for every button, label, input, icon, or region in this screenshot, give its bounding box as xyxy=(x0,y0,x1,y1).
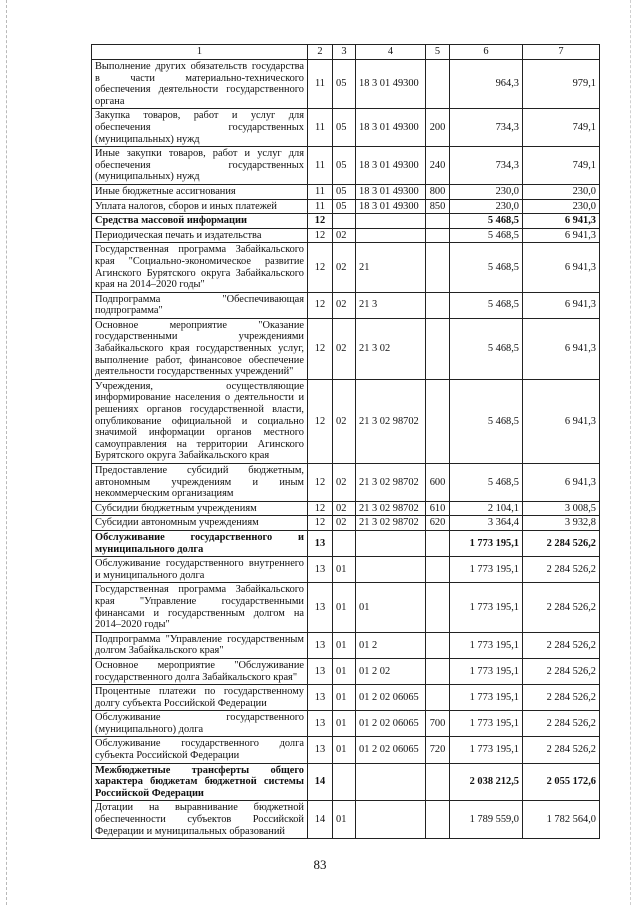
expense-type-cell xyxy=(426,243,450,292)
target-article-cell: 01 2 02 06065 xyxy=(356,711,426,737)
subsection-code-cell: 05 xyxy=(333,109,356,147)
amount-year2-cell: 2 284 526,2 xyxy=(523,658,600,684)
subsection-code-cell: 01 xyxy=(333,737,356,763)
page-number: 83 xyxy=(313,857,327,872)
target-article-cell: 01 xyxy=(356,583,426,632)
amount-year1-cell: 734,3 xyxy=(450,109,523,147)
target-article-cell: 21 3 02 98702 xyxy=(356,464,426,502)
subsection-code-cell: 01 xyxy=(333,557,356,583)
amount-year2-cell: 749,1 xyxy=(523,147,600,185)
amount-year2-cell: 2 284 526,2 xyxy=(523,632,600,658)
amount-year1-cell: 3 364,4 xyxy=(450,516,523,531)
item-name-cell: Основное мероприятие "Обслуживание государственного долга Забайкальского края" xyxy=(92,658,308,684)
subsection-code-cell: 01 xyxy=(333,632,356,658)
table-row xyxy=(92,379,600,463)
amount-year1-cell: 5 468,5 xyxy=(450,243,523,292)
amount-year2-cell: 3 008,5 xyxy=(523,501,600,516)
subsection-code-cell: 05 xyxy=(333,184,356,199)
section-code-cell: 11 xyxy=(308,60,333,109)
subsection-code-cell: 02 xyxy=(333,228,356,243)
amount-year1-cell: 5 468,5 xyxy=(450,464,523,502)
item-name-cell: Предоставление субсидий бюджетным, автономным учреждениям и иным некоммерческим организациям xyxy=(92,464,308,502)
target-article-cell xyxy=(356,557,426,583)
target-article-cell xyxy=(356,763,426,801)
item-name-cell: Периодическая печать и издательства xyxy=(92,228,308,243)
table-row xyxy=(92,292,600,318)
table-row xyxy=(92,583,600,632)
target-article-cell: 18 3 01 49300 xyxy=(356,147,426,185)
section-code-cell: 12 xyxy=(308,501,333,516)
scan-edge-left xyxy=(6,0,7,905)
amount-year2-cell: 1 782 564,0 xyxy=(523,801,600,839)
table-row xyxy=(92,557,600,583)
amount-year2-cell: 230,0 xyxy=(523,199,600,214)
target-article-cell: 18 3 01 49300 xyxy=(356,109,426,147)
section-code-cell: 12 xyxy=(308,318,333,379)
amount-year2-cell: 2 284 526,2 xyxy=(523,557,600,583)
section-code-cell: 11 xyxy=(308,147,333,185)
budget-table-body xyxy=(92,45,600,839)
expense-type-cell xyxy=(426,292,450,318)
expense-type-cell: 240 xyxy=(426,147,450,185)
table-row xyxy=(92,109,600,147)
section-code-cell: 12 xyxy=(308,243,333,292)
amount-year2-cell: 2 284 526,2 xyxy=(523,685,600,711)
target-article-cell xyxy=(356,214,426,229)
subsection-code-cell: 01 xyxy=(333,711,356,737)
amount-year1-cell: 734,3 xyxy=(450,147,523,185)
section-code-cell: 11 xyxy=(308,184,333,199)
table-row xyxy=(92,184,600,199)
amount-year1-cell: 1 773 195,1 xyxy=(450,737,523,763)
expense-type-cell xyxy=(426,583,450,632)
header-cell: 3 xyxy=(333,45,356,60)
expense-type-cell: 610 xyxy=(426,501,450,516)
amount-year2-cell: 2 284 526,2 xyxy=(523,737,600,763)
expense-type-cell xyxy=(426,228,450,243)
target-article-cell xyxy=(356,801,426,839)
item-name-cell: Процентные платежи по государственному долгу субъекта Российской Федерации xyxy=(92,685,308,711)
item-name-cell: Иные бюджетные ассигнования xyxy=(92,184,308,199)
table-header-row xyxy=(92,45,600,60)
target-article-cell xyxy=(356,530,426,556)
item-name-cell: Субсидии автономным учреждениям xyxy=(92,516,308,531)
amount-year2-cell: 3 932,8 xyxy=(523,516,600,531)
table-row xyxy=(92,147,600,185)
amount-year2-cell: 6 941,3 xyxy=(523,243,600,292)
expense-type-cell xyxy=(426,318,450,379)
item-name-cell: Подпрограмма "Обеспечивающая подпрограмма" xyxy=(92,292,308,318)
section-code-cell: 11 xyxy=(308,199,333,214)
amount-year1-cell: 2 104,1 xyxy=(450,501,523,516)
amount-year2-cell: 6 941,3 xyxy=(523,292,600,318)
section-code-cell: 12 xyxy=(308,516,333,531)
item-name-cell: Обслуживание государственного и муниципального долга xyxy=(92,530,308,556)
item-name-cell: Межбюджетные трансферты общего характера бюджетам бюджетной системы Российской Федерации xyxy=(92,763,308,801)
expense-type-cell xyxy=(426,763,450,801)
amount-year2-cell: 749,1 xyxy=(523,109,600,147)
target-article-cell: 21 xyxy=(356,243,426,292)
header-cell: 2 xyxy=(308,45,333,60)
expense-type-cell xyxy=(426,685,450,711)
expense-type-cell xyxy=(426,801,450,839)
amount-year1-cell: 230,0 xyxy=(450,184,523,199)
section-code-cell: 13 xyxy=(308,685,333,711)
amount-year1-cell: 2 038 212,5 xyxy=(450,763,523,801)
amount-year1-cell: 5 468,5 xyxy=(450,214,523,229)
table-row xyxy=(92,516,600,531)
budget-table xyxy=(91,44,600,839)
item-name-cell: Уплата налогов, сборов и иных платежей xyxy=(92,199,308,214)
subsection-code-cell: 02 xyxy=(333,292,356,318)
subsection-code-cell: 02 xyxy=(333,464,356,502)
expense-type-cell xyxy=(426,379,450,463)
section-code-cell: 14 xyxy=(308,763,333,801)
header-cell: 4 xyxy=(356,45,426,60)
scan-edge-right xyxy=(630,0,631,905)
expense-type-cell xyxy=(426,214,450,229)
amount-year1-cell: 5 468,5 xyxy=(450,318,523,379)
target-article-cell: 21 3 xyxy=(356,292,426,318)
subsection-code-cell: 02 xyxy=(333,379,356,463)
amount-year1-cell: 964,3 xyxy=(450,60,523,109)
expense-type-cell: 720 xyxy=(426,737,450,763)
amount-year2-cell: 2 284 526,2 xyxy=(523,583,600,632)
table-row xyxy=(92,685,600,711)
expense-type-cell: 700 xyxy=(426,711,450,737)
section-code-cell: 12 xyxy=(308,292,333,318)
section-code-cell: 13 xyxy=(308,557,333,583)
item-name-cell: Обслуживание государственного внутреннего и муниципального долга xyxy=(92,557,308,583)
amount-year1-cell: 1 773 195,1 xyxy=(450,557,523,583)
section-code-cell: 13 xyxy=(308,632,333,658)
expense-type-cell xyxy=(426,632,450,658)
target-article-cell: 21 3 02 xyxy=(356,318,426,379)
amount-year2-cell: 2 055 172,6 xyxy=(523,763,600,801)
amount-year2-cell: 6 941,3 xyxy=(523,228,600,243)
table-row xyxy=(92,763,600,801)
table-row xyxy=(92,801,600,839)
expense-type-cell xyxy=(426,60,450,109)
item-name-cell: Государственная программа Забайкальского края "Социально-экономическое развитие Агинского Бурятского округа Забайкальского края на 2014–2020 годы" xyxy=(92,243,308,292)
amount-year1-cell: 1 789 559,0 xyxy=(450,801,523,839)
amount-year2-cell: 6 941,3 xyxy=(523,318,600,379)
target-article-cell: 21 3 02 98702 xyxy=(356,379,426,463)
target-article-cell: 18 3 01 49300 xyxy=(356,199,426,214)
table-row xyxy=(92,711,600,737)
header-cell: 6 xyxy=(450,45,523,60)
expense-type-cell: 600 xyxy=(426,464,450,502)
expense-type-cell: 620 xyxy=(426,516,450,531)
target-article-cell xyxy=(356,228,426,243)
amount-year1-cell: 5 468,5 xyxy=(450,379,523,463)
section-code-cell: 13 xyxy=(308,737,333,763)
subsection-code-cell xyxy=(333,763,356,801)
section-code-cell: 13 xyxy=(308,711,333,737)
subsection-code-cell: 01 xyxy=(333,685,356,711)
item-name-cell: Иные закупки товаров, работ и услуг для обеспечения государственных (муниципальных) нужд xyxy=(92,147,308,185)
item-name-cell: Закупка товаров, работ и услуг для обеспечения государственных (муниципальных) нужд xyxy=(92,109,308,147)
subsection-code-cell: 02 xyxy=(333,243,356,292)
target-article-cell: 01 2 02 06065 xyxy=(356,685,426,711)
header-cell: 1 xyxy=(92,45,308,60)
subsection-code-cell xyxy=(333,530,356,556)
amount-year1-cell: 1 773 195,1 xyxy=(450,658,523,684)
amount-year1-cell: 5 468,5 xyxy=(450,292,523,318)
target-article-cell: 18 3 01 49300 xyxy=(356,184,426,199)
target-article-cell: 01 2 xyxy=(356,632,426,658)
section-code-cell: 13 xyxy=(308,530,333,556)
subsection-code-cell: 02 xyxy=(333,501,356,516)
subsection-code-cell xyxy=(333,214,356,229)
item-name-cell: Основное мероприятие "Оказание государственными учреждениями Забайкальского края государственных услуг, выполнение работ, финансовое обеспечение деятельности государственных учреждений" xyxy=(92,318,308,379)
amount-year2-cell: 2 284 526,2 xyxy=(523,711,600,737)
amount-year2-cell: 6 941,3 xyxy=(523,214,600,229)
subsection-code-cell: 05 xyxy=(333,60,356,109)
expense-type-cell xyxy=(426,557,450,583)
amount-year2-cell: 6 941,3 xyxy=(523,464,600,502)
item-name-cell: Дотации на выравнивание бюджетной обеспеченности субъектов Российской Федерации и муниципальных образований xyxy=(92,801,308,839)
subsection-code-cell: 01 xyxy=(333,658,356,684)
header-cell: 7 xyxy=(523,45,600,60)
table-row xyxy=(92,632,600,658)
table-row xyxy=(92,318,600,379)
expense-type-cell: 850 xyxy=(426,199,450,214)
item-name-cell: Подпрограмма "Управление государственным долгом Забайкальского края" xyxy=(92,632,308,658)
table-row xyxy=(92,214,600,229)
section-code-cell: 12 xyxy=(308,214,333,229)
table-row xyxy=(92,199,600,214)
amount-year2-cell: 979,1 xyxy=(523,60,600,109)
table-row xyxy=(92,737,600,763)
item-name-cell: Обслуживание государственного (муниципального) долга xyxy=(92,711,308,737)
expense-type-cell: 200 xyxy=(426,109,450,147)
amount-year2-cell: 230,0 xyxy=(523,184,600,199)
section-code-cell: 11 xyxy=(308,109,333,147)
subsection-code-cell: 01 xyxy=(333,801,356,839)
amount-year1-cell: 5 468,5 xyxy=(450,228,523,243)
item-name-cell: Обслуживание государственного долга субъекта Российской Федерации xyxy=(92,737,308,763)
section-code-cell: 12 xyxy=(308,464,333,502)
expense-type-cell: 800 xyxy=(426,184,450,199)
amount-year1-cell: 1 773 195,1 xyxy=(450,583,523,632)
table-row xyxy=(92,464,600,502)
amount-year1-cell: 1 773 195,1 xyxy=(450,632,523,658)
amount-year1-cell: 1 773 195,1 xyxy=(450,711,523,737)
section-code-cell: 13 xyxy=(308,658,333,684)
target-article-cell: 01 2 02 xyxy=(356,658,426,684)
item-name-cell: Средства массовой информации xyxy=(92,214,308,229)
table-row xyxy=(92,658,600,684)
amount-year1-cell: 1 773 195,1 xyxy=(450,685,523,711)
subsection-code-cell: 01 xyxy=(333,583,356,632)
table-row xyxy=(92,243,600,292)
amount-year1-cell: 1 773 195,1 xyxy=(450,530,523,556)
section-code-cell: 14 xyxy=(308,801,333,839)
amount-year2-cell: 2 284 526,2 xyxy=(523,530,600,556)
table-row xyxy=(92,530,600,556)
target-article-cell: 18 3 01 49300 xyxy=(356,60,426,109)
expense-type-cell xyxy=(426,658,450,684)
item-name-cell: Субсидии бюджетным учреждениям xyxy=(92,501,308,516)
section-code-cell: 13 xyxy=(308,583,333,632)
subsection-code-cell: 05 xyxy=(333,147,356,185)
header-cell: 5 xyxy=(426,45,450,60)
target-article-cell: 01 2 02 06065 xyxy=(356,737,426,763)
amount-year2-cell: 6 941,3 xyxy=(523,379,600,463)
item-name-cell: Государственная программа Забайкальского края "Управление государственными финансами и государственным долгом на 2014–2020 годы" xyxy=(92,583,308,632)
target-article-cell: 21 3 02 98702 xyxy=(356,501,426,516)
table-row xyxy=(92,501,600,516)
subsection-code-cell: 05 xyxy=(333,199,356,214)
table-row xyxy=(92,60,600,109)
expense-type-cell xyxy=(426,530,450,556)
amount-year1-cell: 230,0 xyxy=(450,199,523,214)
table-row xyxy=(92,228,600,243)
section-code-cell: 12 xyxy=(308,379,333,463)
item-name-cell: Учреждения, осуществляющие информирование населения о деятельности и решениях органов государственной власти, опубликование официальной и социально значимой информации органов местного самоуправления на территории Агинского Бурятского округа Забайкальского края xyxy=(92,379,308,463)
target-article-cell: 21 3 02 98702 xyxy=(356,516,426,531)
item-name-cell: Выполнение других обязательств государства в части материально-технического обеспечения деятельности государственного органа xyxy=(92,60,308,109)
subsection-code-cell: 02 xyxy=(333,516,356,531)
section-code-cell: 12 xyxy=(308,228,333,243)
subsection-code-cell: 02 xyxy=(333,318,356,379)
